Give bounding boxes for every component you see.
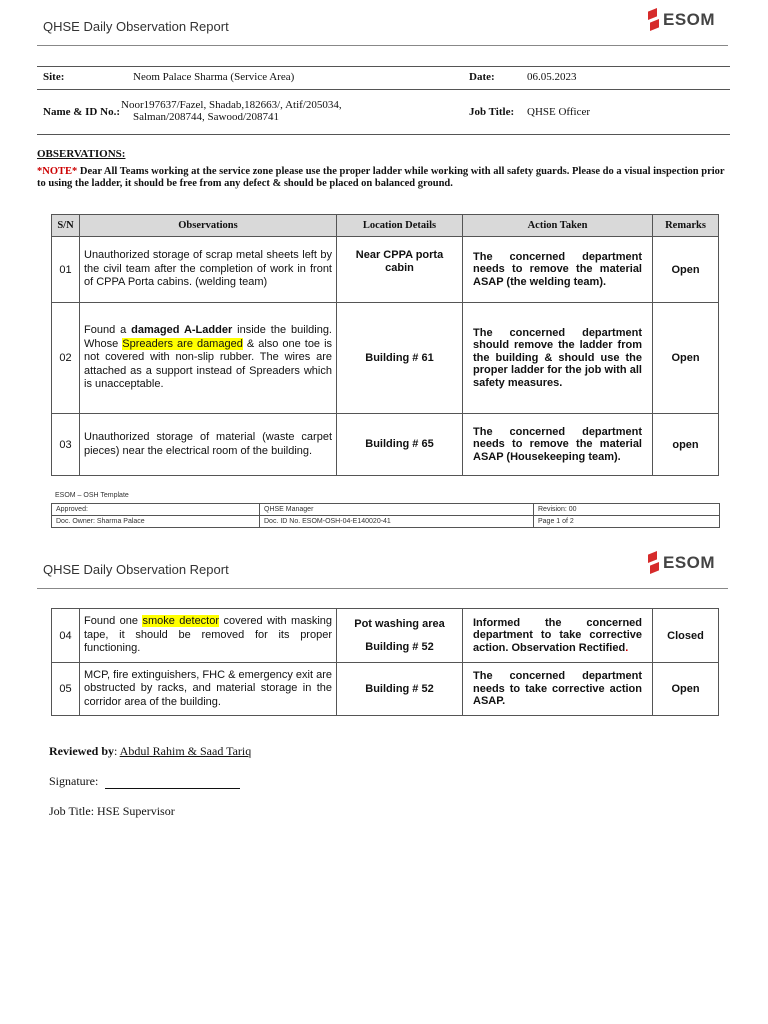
- date-label: Date:: [469, 71, 495, 83]
- row-location: Near CPPA porta cabin: [337, 237, 463, 303]
- row-location: Building # 61: [337, 303, 463, 414]
- table-row: [52, 414, 719, 476]
- esom-logo-mark-icon: [648, 551, 660, 575]
- footer-approved: Approved:: [52, 504, 260, 516]
- col-header-action: Action Taken: [463, 215, 653, 237]
- footer-qhse-manager: QHSE Manager: [260, 504, 534, 516]
- location-line-2: Building # 52: [365, 640, 434, 653]
- col-header-sn: S/N: [52, 215, 80, 237]
- job-title-label: Job Title:: [469, 106, 515, 118]
- reviewed-by-colon: :: [114, 744, 120, 758]
- row-sn: 04: [52, 609, 80, 663]
- row-observation: Unauthorized storage of scrap metal sheets left by the civil team after the completion of work in front of CPPA Porta cabins. (welding team): [80, 237, 337, 303]
- row-action: The concerned department should remove the ladder from the building & should use the proper ladder for the job with all safety measures.: [463, 303, 653, 414]
- esom-logo: [648, 8, 715, 32]
- info-bottom-border: [37, 134, 730, 135]
- row-action: The concerned department needs to remove the material ASAP (Housekeeping team).: [463, 414, 653, 476]
- row-remarks: open: [653, 414, 719, 476]
- action-text: Informed the concerned department to take corrective action. Observation Rectified: [473, 616, 642, 654]
- obs-text-part: & also one toe is not covered with non-slip rubber. The wires are attached as a support instead of Spreaders which is unacceptable.: [84, 337, 333, 391]
- date-value: 06.05.2023: [527, 71, 577, 83]
- table-row: [52, 303, 719, 414]
- footer-revision: Revision: 00: [534, 504, 720, 516]
- row-remarks: Open: [653, 303, 719, 414]
- row-observation: [80, 303, 337, 414]
- row-location: Building # 65: [337, 414, 463, 476]
- row-sn: 02: [52, 303, 80, 414]
- row-remarks: Open: [653, 663, 719, 716]
- name-id-value: [121, 99, 342, 123]
- col-header-observations: Observations: [80, 215, 337, 237]
- note-text: Dear All Teams working at the service zone please use the proper ladder while working with all safety guards. Please do a visual inspection prior to using the ladder, it should be free from any defect & should be placed on balanced ground.: [37, 166, 725, 189]
- reviewed-by-label: Reviewed by: [49, 744, 114, 758]
- row-sn: 01: [52, 237, 80, 303]
- site-label: Site:: [43, 71, 65, 83]
- observations-table: [51, 214, 719, 476]
- col-header-remarks: Remarks: [653, 215, 719, 237]
- footer-doc-id: Doc. ID No. ESOM-OSH-04-E140020-41: [260, 516, 534, 528]
- row-location: Building # 52: [337, 663, 463, 716]
- report-header-title: QHSE Daily Observation Report: [43, 19, 229, 34]
- header-divider-page2: [37, 588, 728, 589]
- esom-logo-text: ESOM: [663, 10, 716, 29]
- row-sn: 05: [52, 663, 80, 716]
- header-divider: [37, 45, 728, 46]
- obs-bold-text: damaged A-Ladder: [131, 324, 233, 337]
- row-observation: MCP, fire extinguishers, FHC & emergency exit are obstructed by racks, and material storage in the corridor area of the building.: [80, 663, 337, 716]
- row-remarks: Open: [653, 237, 719, 303]
- footer-doc-owner: Doc. Owner: Sharma Palace: [52, 516, 260, 528]
- table-header-row: [52, 215, 719, 237]
- row-action: The concerned department needs to remove the material ASAP (the welding team).: [463, 237, 653, 303]
- location-line-1: Pot washing area: [354, 617, 445, 630]
- row-location: [337, 609, 463, 663]
- esom-logo-mark-icon: [648, 8, 660, 32]
- obs-highlight-text: Spreaders are damaged: [122, 337, 243, 350]
- note-prefix: *NOTE*: [37, 166, 78, 177]
- obs-text-part: inside the building. Whose: [84, 324, 332, 350]
- reviewer-job-title: Job Title: HSE Supervisor: [49, 804, 175, 818]
- esom-logo-page2: [648, 551, 715, 575]
- reviewed-by-value: Abdul Rahim & Saad Tariq: [119, 744, 252, 758]
- obs-text-part: covered with masking tape, it should be removed for its proper functioning.: [84, 615, 333, 655]
- col-header-location: Location Details: [337, 215, 463, 237]
- observations-table-page2: [51, 608, 719, 716]
- row-sn: 03: [52, 414, 80, 476]
- footer-template-label: ESOM – OSH Template: [55, 492, 129, 499]
- table-row: [52, 609, 719, 663]
- footer-table: [51, 503, 720, 528]
- obs-text-part: Found one: [84, 615, 143, 628]
- site-value: Neom Palace Sharma (Service Area): [133, 71, 295, 83]
- row-remarks: Closed: [653, 609, 719, 663]
- obs-highlight-text: smoke detector: [142, 615, 220, 628]
- obs-text-part: Found a: [84, 324, 132, 337]
- row-action: [463, 609, 653, 663]
- signature-label: Signature:: [49, 774, 99, 788]
- table-row: [52, 237, 719, 303]
- report-header-title-page2: QHSE Daily Observation Report: [43, 562, 229, 577]
- row-action: The concerned department needs to take corrective action ASAP.: [463, 663, 653, 716]
- row-observation: [80, 609, 337, 663]
- name-id-label: Name & ID No.:: [43, 106, 120, 118]
- footer-page: Page 1 of 2: [534, 516, 720, 528]
- info-middle-border: [37, 89, 730, 90]
- table-row: [52, 663, 719, 716]
- reviewed-by-line: [49, 744, 251, 759]
- info-top-border: [37, 66, 730, 67]
- safety-note: [37, 166, 727, 190]
- row-observation: Unauthorized storage of material (waste carpet pieces) near the electrical room of the building.: [80, 414, 337, 476]
- observations-heading: OBSERVATIONS:: [37, 148, 126, 160]
- name-id-line-2: Salman/208744, Sawood/208741: [133, 111, 280, 123]
- name-id-line-1: Noor197637/Fazel, Shadab,182663/, Atif/205034,: [121, 99, 342, 111]
- job-title-value: QHSE Officer: [527, 106, 591, 118]
- action-text-end: .: [625, 641, 629, 654]
- esom-logo-text: ESOM: [663, 553, 716, 572]
- signature-line: [105, 788, 240, 789]
